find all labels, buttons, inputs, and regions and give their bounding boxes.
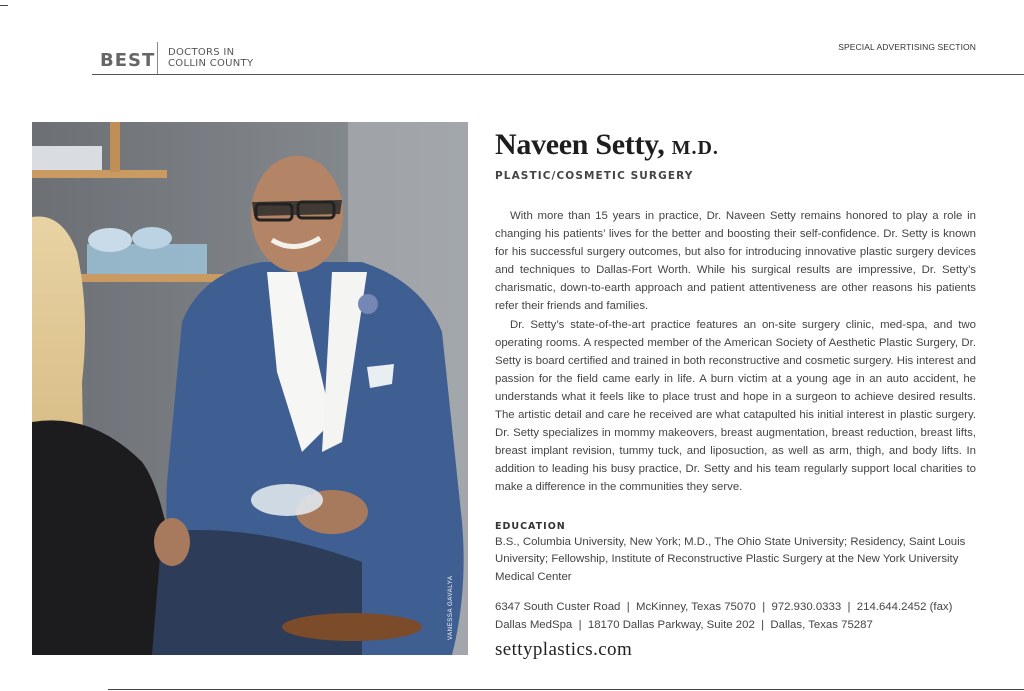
specialty-label: PLASTIC/COSMETIC SURGERY xyxy=(495,170,694,182)
education-heading: EDUCATION xyxy=(495,520,566,532)
bio-section xyxy=(495,207,976,497)
brand-subtitle-line2: COLLIN COUNTY xyxy=(168,58,254,69)
brand-best-logo: BEST xyxy=(100,50,156,71)
doctor-photo-illustration xyxy=(32,122,468,655)
brand-divider xyxy=(157,42,158,74)
profile-content xyxy=(495,124,976,661)
doctor-name-heading xyxy=(495,124,976,169)
header-rule xyxy=(92,74,1024,75)
brand-subtitle xyxy=(168,47,253,69)
address-line-primary: 6347 South Custer Road | McKinney, Texas 75070 | 972.930.0333 | 214.644.2452 (fax) xyxy=(495,600,953,613)
brand-subtitle-line1: DOCTORS IN xyxy=(168,47,235,58)
education-text: B.S., Columbia University, New York; M.D., The Ohio State University; Residency, Saint Louis University; Fellowship, Institute of Reconstructive Plastic Surgery at the New York University Medical Center xyxy=(495,535,966,584)
contact-address xyxy=(495,599,976,635)
photo-credit: VANESSA GAVALYA xyxy=(448,575,454,640)
doctor-photo xyxy=(32,122,468,655)
address-line-medspa: Dallas MedSpa | 18170 Dallas Parkway, Suite 202 | Dallas, Texas 75287 xyxy=(495,618,873,631)
page-header xyxy=(92,42,1024,76)
doctor-credential: M.D. xyxy=(671,137,719,159)
bio-paragraph: With more than 15 years in practice, Dr. Naveen Setty remains honored to play a role in changing his patients’ lives for the better and boosting their self-confidence. Dr. Setty is known for his successful surgery outcomes, but also for introducing innovative plastic surgery devices and techniques to Dallas-Fort Worth. While his surgical results are impressive, Dr. Setty’s charismatic, down-to-earth approach and patient attentiveness are other reasons his patients refer their friends and families. xyxy=(495,210,976,313)
footer-rule xyxy=(108,689,1024,690)
doctor-name: Naveen Setty, xyxy=(495,128,665,161)
special-advertising-label: SPECIAL ADVERTISING SECTION xyxy=(838,42,976,52)
website-link[interactable]: settyplastics.com xyxy=(495,639,633,661)
bio-paragraph: Dr. Setty’s state-of-the-art practice features an on-site surgery clinic, med-spa, and two operating rooms. A respected member of the American Society of Aesthetic Plastic Surgery, Dr. Setty is board certified and trained in both reconstructive and cosmetic surgery. His interest and passion for the field came early in life. A burn victim at a young age in an auto accident, he understands what it feels like to place trust and hope in a surgeon to achieve desired results. The artistic detail and care he received are what catapulted his initial interest in plastic surgery. Dr. Setty specializes in mommy makeovers, breast augmentation, breast reduction, breast lifts, breast implant revision, tummy tuck, and liposuction, as well as arm, thigh, and body lifts. In addition to leading his busy practice, Dr. Setty and his team regularly support local charities to make a difference in the communities they serve. xyxy=(495,318,976,494)
corner-crop-mark xyxy=(0,5,8,6)
